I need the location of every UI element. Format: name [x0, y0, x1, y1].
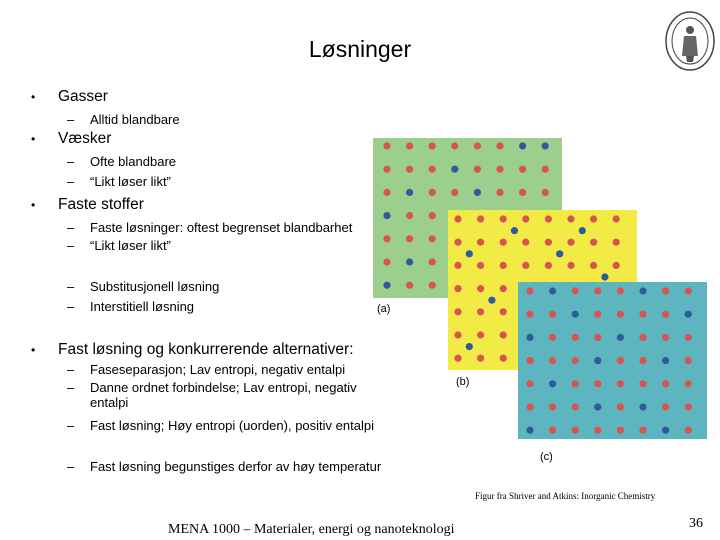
host-atom — [383, 258, 390, 265]
host-atom — [549, 427, 556, 434]
solute-atom — [406, 258, 413, 265]
host-atom — [567, 215, 574, 222]
host-atom — [383, 235, 390, 242]
host-atom — [496, 166, 503, 173]
bullet-dot: • — [31, 343, 36, 357]
host-atom — [474, 166, 481, 173]
host-atom — [526, 380, 533, 387]
solute-atom — [594, 403, 601, 410]
bullet-text: Fast løsning og konkurrerende alternativer: — [58, 341, 354, 358]
host-atom — [594, 427, 601, 434]
host-atom — [594, 380, 601, 387]
host-atom — [662, 334, 669, 341]
host-atom — [526, 287, 533, 294]
sub-bullet-text: Fast løsning begunstiges derfor av høy temperatur — [90, 459, 382, 474]
host-atom — [617, 403, 624, 410]
interstitial-atom — [466, 250, 473, 257]
slide-title: Løsninger — [308, 36, 412, 62]
solute-atom — [406, 189, 413, 196]
host-atom — [662, 287, 669, 294]
host-atom — [496, 142, 503, 149]
host-atom — [526, 403, 533, 410]
host-atom — [617, 427, 624, 434]
host-atom — [519, 166, 526, 173]
figure-caption: Figur fra Shriver and Atkins: Inorganic Chemistry — [475, 491, 656, 501]
panel-c-disordered — [518, 282, 707, 439]
host-atom — [496, 189, 503, 196]
host-atom — [594, 311, 601, 318]
host-atom — [429, 189, 436, 196]
interstitial-atom — [511, 227, 518, 234]
sub-dash: – — [67, 174, 75, 189]
host-atom — [545, 215, 552, 222]
panel-c-background — [518, 282, 707, 439]
host-atom — [685, 427, 692, 434]
host-atom — [594, 287, 601, 294]
host-atom — [454, 285, 461, 292]
sub-bullet-text: Fast løsning; Høy entropi (uorden), positiv entalpi — [90, 418, 374, 433]
host-atom — [590, 215, 597, 222]
host-atom — [429, 166, 436, 173]
host-atom — [549, 311, 556, 318]
host-atom — [590, 239, 597, 246]
host-atom — [542, 189, 549, 196]
host-atom — [542, 166, 549, 173]
footer-text: MENA 1000 – Materialer, energi og nanoteknologi — [168, 522, 455, 537]
host-atom — [567, 239, 574, 246]
host-atom — [617, 311, 624, 318]
solute-atom — [519, 142, 526, 149]
sub-dash: – — [67, 362, 75, 377]
host-atom — [572, 427, 579, 434]
host-atom — [519, 189, 526, 196]
solute-atom — [383, 282, 390, 289]
sub-dash: – — [67, 154, 75, 169]
host-atom — [639, 334, 646, 341]
host-atom — [477, 355, 484, 362]
host-atom — [617, 380, 624, 387]
host-atom — [567, 262, 574, 269]
solute-atom — [617, 334, 624, 341]
host-atom — [572, 380, 579, 387]
host-atom — [685, 403, 692, 410]
host-atom — [477, 331, 484, 338]
host-atom — [383, 166, 390, 173]
interstitial-atom — [466, 343, 473, 350]
host-atom — [662, 403, 669, 410]
sub-bullet-text: “Likt løser likt” — [90, 174, 171, 189]
host-atom — [500, 262, 507, 269]
sub-dash: – — [67, 279, 75, 294]
bullet-text: Væsker — [58, 130, 112, 147]
solute-atom — [474, 189, 481, 196]
host-atom — [500, 215, 507, 222]
solute-atom — [662, 427, 669, 434]
solute-atom — [594, 357, 601, 364]
host-atom — [406, 282, 413, 289]
solute-atom — [639, 403, 646, 410]
host-atom — [662, 311, 669, 318]
solute-atom — [526, 427, 533, 434]
sub-dash: – — [67, 299, 75, 314]
host-atom — [429, 212, 436, 219]
host-atom — [639, 427, 646, 434]
host-atom — [590, 262, 597, 269]
solute-atom — [549, 380, 556, 387]
host-atom — [613, 215, 620, 222]
host-atom — [526, 357, 533, 364]
host-atom — [549, 357, 556, 364]
host-atom — [594, 334, 601, 341]
host-atom — [639, 311, 646, 318]
sub-dash: – — [67, 418, 75, 433]
host-atom — [617, 287, 624, 294]
host-atom — [500, 331, 507, 338]
sub-bullet-text: Ofte blandbare — [90, 154, 177, 169]
sub-bullet-text: Faseseparasjon; Lav entropi, negativ entalpi — [90, 362, 346, 377]
solute-atom — [639, 287, 646, 294]
host-atom — [451, 142, 458, 149]
host-atom — [685, 357, 692, 364]
sub-dash: – — [67, 380, 75, 395]
host-atom — [454, 355, 461, 362]
host-atom — [383, 142, 390, 149]
host-atom — [613, 239, 620, 246]
host-atom — [639, 380, 646, 387]
host-atom — [477, 285, 484, 292]
sub-bullet-text: Faste løsninger: oftest begrenset blandbarhet — [90, 220, 353, 235]
host-atom — [477, 239, 484, 246]
host-atom — [383, 189, 390, 196]
host-atom — [545, 262, 552, 269]
host-atom — [549, 334, 556, 341]
panel-a-label: (a) — [377, 303, 391, 315]
host-atom — [454, 308, 461, 315]
host-atom — [662, 380, 669, 387]
bullet-dot: • — [31, 90, 36, 104]
host-atom — [572, 287, 579, 294]
host-atom — [545, 239, 552, 246]
interstitial-atom — [601, 273, 608, 280]
host-atom — [526, 311, 533, 318]
host-atom — [522, 215, 529, 222]
host-atom — [549, 403, 556, 410]
host-atom — [613, 262, 620, 269]
solute-atom — [662, 357, 669, 364]
solute-atom — [572, 311, 579, 318]
sub-dash: – — [67, 112, 75, 127]
bullet-text: Faste stoffer — [58, 196, 144, 213]
sub-bullet-text: Interstitiell løsning — [90, 299, 195, 314]
host-atom — [685, 334, 692, 341]
host-atom — [454, 215, 461, 222]
interstitial-atom — [488, 297, 495, 304]
solute-atom — [542, 142, 549, 149]
host-atom — [572, 334, 579, 341]
host-atom — [477, 215, 484, 222]
bullet-dot: • — [31, 198, 36, 212]
host-atom — [477, 308, 484, 315]
host-atom — [500, 239, 507, 246]
host-atom — [429, 258, 436, 265]
host-atom — [429, 142, 436, 149]
page-number: 36 — [689, 516, 703, 531]
host-atom — [454, 331, 461, 338]
sub-dash: – — [67, 459, 75, 474]
solute-atom — [383, 212, 390, 219]
host-atom — [500, 308, 507, 315]
host-atom — [572, 357, 579, 364]
host-atom — [572, 403, 579, 410]
host-atom — [406, 212, 413, 219]
solute-atom — [549, 287, 556, 294]
host-atom — [522, 262, 529, 269]
sub-dash: – — [67, 220, 75, 235]
host-atom — [429, 282, 436, 289]
solute-atom — [685, 311, 692, 318]
sub-bullet-text: Substitusjonell løsning — [90, 279, 220, 294]
interstitial-atom — [556, 250, 563, 257]
panel-b-label: (b) — [456, 376, 470, 388]
solute-atom — [526, 334, 533, 341]
sub-bullet-text: Alltid blandbare — [90, 112, 180, 127]
solute-atom — [451, 166, 458, 173]
sub-bullet-text: Danne ordnet forbindelse; Lav entropi, negativ entalpi — [90, 380, 357, 410]
host-atom — [406, 166, 413, 173]
host-atom — [685, 287, 692, 294]
host-atom — [500, 355, 507, 362]
host-atom — [685, 380, 692, 387]
sub-dash: – — [67, 238, 75, 253]
bullet-text: Gasser — [58, 88, 108, 105]
panel-c-label: (c) — [540, 451, 553, 463]
host-atom — [429, 235, 436, 242]
host-atom — [454, 262, 461, 269]
host-atom — [477, 262, 484, 269]
host-atom — [454, 239, 461, 246]
host-atom — [617, 357, 624, 364]
host-atom — [639, 357, 646, 364]
host-atom — [406, 142, 413, 149]
host-atom — [500, 285, 507, 292]
sub-bullet-text: “Likt løser likt” — [90, 238, 171, 253]
host-atom — [406, 235, 413, 242]
host-atom — [474, 142, 481, 149]
interstitial-atom — [579, 227, 586, 234]
bullet-dot: • — [31, 132, 36, 146]
host-atom — [522, 239, 529, 246]
host-atom — [451, 189, 458, 196]
